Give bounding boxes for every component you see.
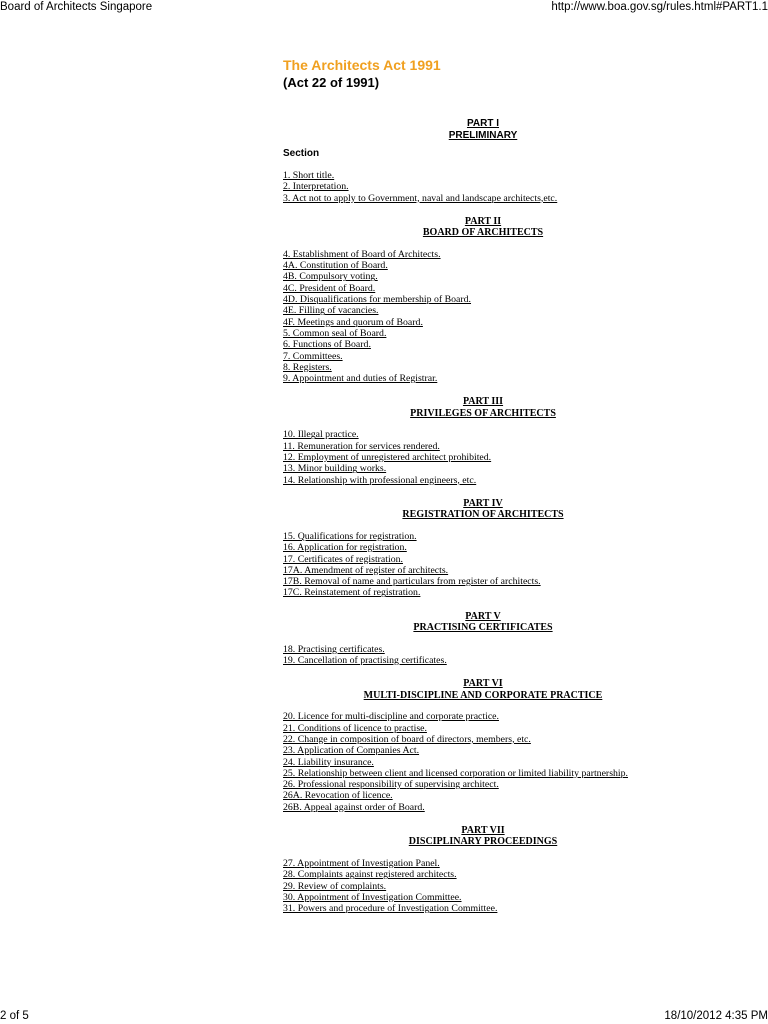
print-header-url: http://www.boa.gov.sg/rules.html#PART1.1 <box>551 1 768 13</box>
section-link-17c[interactable]: 17C. Reinstatement of registration. <box>283 587 421 599</box>
part-1-number: PART I <box>466 118 500 129</box>
print-header-title: Board of Architects Singapore <box>0 1 153 13</box>
part-4-name: REGISTRATION OF ARCHITECTS <box>402 509 564 521</box>
part-6-heading <box>283 678 683 701</box>
part-1-name: PRELIMINARY <box>448 129 518 141</box>
part-2-heading <box>283 216 683 239</box>
part-4-section-list <box>283 531 683 599</box>
section-link-16[interactable]: 16. Application for registration. <box>283 542 407 554</box>
section-link-18[interactable]: 18. Practising certificates. <box>283 643 385 655</box>
part-7-number: PART VII <box>461 824 505 836</box>
section-link-17a[interactable]: 17A. Amendment of register of architects. <box>283 564 449 576</box>
section-link-23[interactable]: 23. Application of Companies Act. <box>283 745 420 757</box>
part-1-section-list <box>283 170 683 204</box>
part-5-section-list <box>283 644 683 667</box>
print-footer-datetime: 18/10/2012 4:35 PM <box>664 1010 768 1022</box>
section-link-9[interactable]: 9. Appointment and duties of Registrar. <box>283 373 438 385</box>
section-link-26b[interactable]: 26B. Appeal against order of Board. <box>283 801 425 813</box>
section-link-4[interactable]: 4. Establishment of Board of Architects. <box>283 248 441 260</box>
part-5-heading <box>283 611 683 634</box>
part-2-section-list <box>283 249 683 385</box>
part-6-section-list <box>283 711 683 813</box>
section-link-17[interactable]: 17. Certificates of registration. <box>283 553 403 565</box>
part-5-number: PART V <box>465 610 501 622</box>
section-link-10[interactable]: 10. Illegal practice. <box>283 429 359 441</box>
section-link-4b[interactable]: 4B. Compulsory voting. <box>283 271 378 283</box>
part-7-section-list <box>283 858 683 914</box>
section-link-20[interactable]: 20. Licence for multi-discipline and corporate practice. <box>283 711 499 723</box>
part-4-heading <box>283 498 683 521</box>
section-link-5[interactable]: 5. Common seal of Board. <box>283 327 387 339</box>
part-3-section-list <box>283 429 683 485</box>
section-link-14[interactable]: 14. Relationship with professional engineers, etc. <box>283 474 477 486</box>
section-link-25[interactable]: 25. Relationship between client and licensed corporation or limited liability partnership. <box>283 767 628 779</box>
part-6-name: MULTI-DISCIPLINE AND CORPORATE PRACTICE <box>363 689 603 701</box>
section-link-15[interactable]: 15. Qualifications for registration. <box>283 530 417 542</box>
act-subtitle: (Act 22 of 1991) <box>283 75 380 90</box>
section-link-4f[interactable]: 4F. Meetings and quorum of Board. <box>283 316 423 328</box>
section-link-28[interactable]: 28. Complaints against registered architects. <box>283 869 457 881</box>
section-link-26a[interactable]: 26A. Revocation of licence. <box>283 790 393 802</box>
part-3-name: PRIVILEGES OF ARCHITECTS <box>410 407 556 419</box>
section-link-4a[interactable]: 4A. Constitution of Board. <box>283 260 388 272</box>
section-link-24[interactable]: 24. Liability insurance. <box>283 756 374 768</box>
section-link-31[interactable]: 31. Powers and procedure of Investigation Committee. <box>283 903 498 915</box>
section-link-30[interactable]: 30. Appointment of Investigation Committee. <box>283 891 462 903</box>
section-link-4c[interactable]: 4C. President of Board. <box>283 282 376 294</box>
section-link-22[interactable]: 22. Change in composition of board of directors, members, etc. <box>283 733 531 745</box>
print-footer-page-number: 2 of 5 <box>0 1010 29 1022</box>
section-link-29[interactable]: 29. Review of complaints. <box>283 880 387 892</box>
section-link-27[interactable]: 27. Appointment of Investigation Panel. <box>283 857 440 869</box>
section-link-21[interactable]: 21. Conditions of licence to practise. <box>283 722 427 734</box>
part-2-name: BOARD OF ARCHITECTS <box>422 227 544 239</box>
document-content <box>283 56 683 914</box>
part-5-name: PRACTISING CERTIFICATES <box>413 622 553 634</box>
part-2-number: PART II <box>464 215 502 227</box>
section-link-19[interactable]: 19. Cancellation of practising certificates. <box>283 655 447 667</box>
section-link-11[interactable]: 11. Remuneration for services rendered. <box>283 440 440 452</box>
section-link-2[interactable]: 2. Interpretation. <box>283 181 349 193</box>
part-7-heading <box>283 825 683 848</box>
act-title: The Architects Act 1991 <box>283 57 441 73</box>
part-7-name: DISCIPLINARY PROCEEDINGS <box>408 836 558 848</box>
section-link-17b[interactable]: 17B. Removal of name and particulars from register of architects. <box>283 576 541 588</box>
part-4-number: PART IV <box>463 497 503 509</box>
part-3-heading <box>283 396 683 419</box>
section-link-26[interactable]: 26. Professional responsibility of supervising architect. <box>283 779 499 791</box>
section-link-4e[interactable]: 4E. Filling of vacancies. <box>283 305 379 317</box>
section-link-7[interactable]: 7. Committees. <box>283 350 343 362</box>
part-3-number: PART III <box>462 396 504 408</box>
section-link-1[interactable]: 1. Short title. <box>283 170 335 181</box>
section-label: Section <box>283 148 320 159</box>
section-link-6[interactable]: 6. Functions of Board. <box>283 339 371 351</box>
section-link-4d[interactable]: 4D. Disqualifications for membership of Board. <box>283 294 472 306</box>
section-link-12[interactable]: 12. Employment of unregistered architect prohibited. <box>283 452 492 464</box>
section-link-3[interactable]: 3. Act not to apply to Government, naval and landscape architects,etc. <box>283 192 558 204</box>
part-6-number: PART VI <box>463 678 503 690</box>
part-1-heading <box>283 118 683 141</box>
section-link-13[interactable]: 13. Minor building works. <box>283 463 387 475</box>
section-link-8[interactable]: 8. Registers. <box>283 361 332 373</box>
